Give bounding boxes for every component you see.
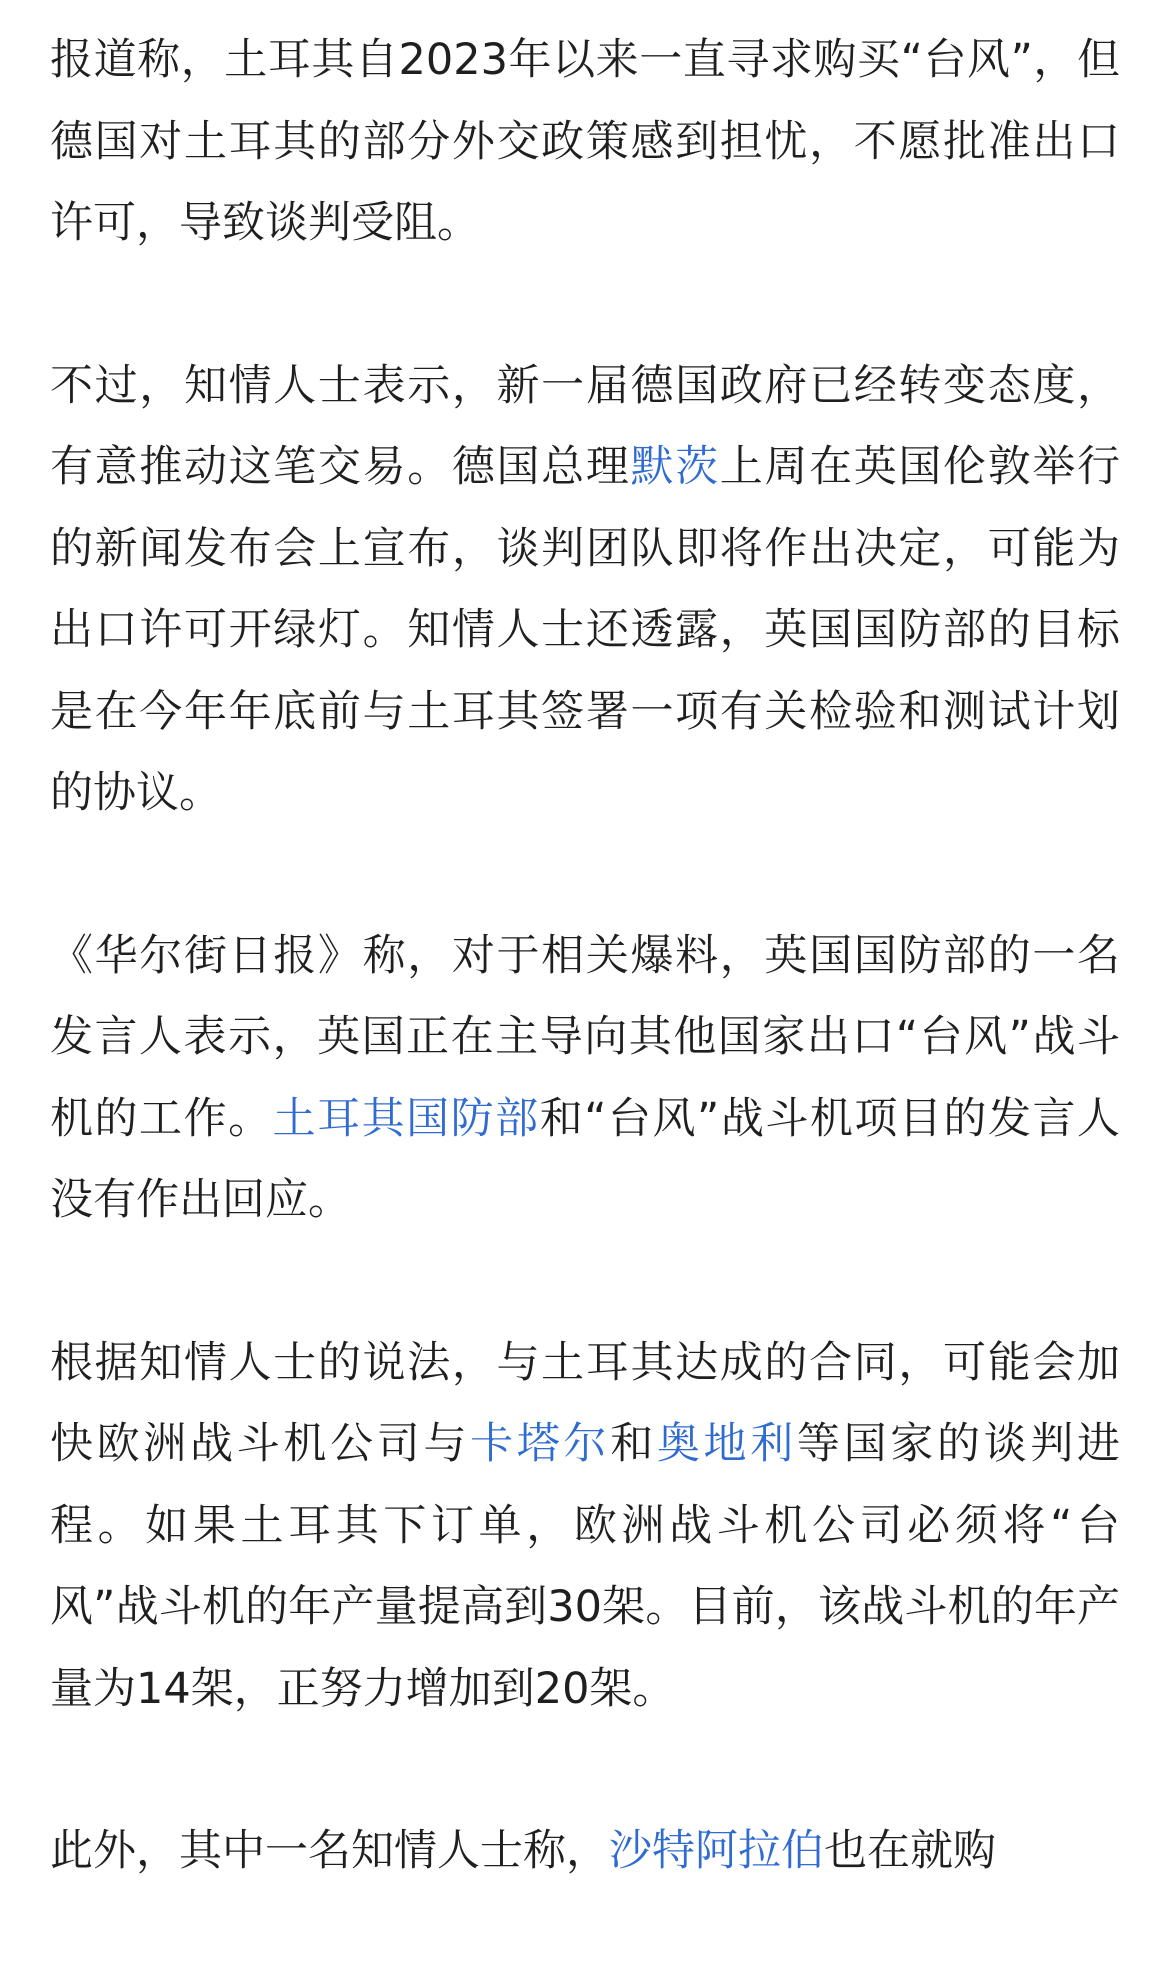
paragraph-text: 报道称，土耳其自2023年以来一直寻求购买“台风”，但德国对土耳其的部分外交政策感到担忧，不愿批准出口许可，导致谈判受阻。 bbox=[50, 35, 1120, 248]
paragraph-text: 也在就购 bbox=[824, 1826, 996, 1876]
inline-link[interactable]: 土耳其国防部 bbox=[272, 1093, 540, 1144]
inline-link[interactable]: 默茨 bbox=[630, 442, 720, 492]
paragraph-text: 《华尔街日报》称，对于相关爆料，英国国防部的一名发言人表示，英国正在主导向其他国家出口“台风”战斗机的工作。 bbox=[50, 930, 1120, 1144]
article-paragraph bbox=[50, 916, 1120, 1242]
paragraph-text: 此外，其中一名知情人士称， bbox=[50, 1826, 609, 1876]
inline-link[interactable]: 奥地利 bbox=[656, 1419, 797, 1469]
inline-link[interactable]: 沙特阿拉伯 bbox=[609, 1826, 824, 1876]
article-body bbox=[50, 20, 1120, 1974]
paragraph-text: 上周在英国伦敦举行的新闻发布会上宣布，谈判团队即将作出决定，可能为出口许可开绿灯。知情人士还透露，英国国防部的目标是在今年年底前与土耳其签署一项有关检验和测试计划的协议。 bbox=[50, 442, 1121, 818]
inline-link[interactable]: 卡塔尔 bbox=[470, 1419, 611, 1469]
article-paragraph bbox=[50, 20, 1120, 265]
paragraph-text: 和“台风”战斗机项目的发言人没有作出回应。 bbox=[50, 1093, 1120, 1225]
article-paragraph bbox=[50, 1811, 1120, 1893]
paragraph-text: 和 bbox=[610, 1419, 657, 1469]
paragraph-text: 等国家的谈判进程。如果土耳其下订单，欧洲战斗机公司必须将“台风”战斗机的年产量提高到30架。目前，该战斗机的年产量为14架，正努力增加到20架。 bbox=[50, 1419, 1121, 1714]
article-paragraph bbox=[50, 1323, 1120, 1731]
article-paragraph bbox=[50, 346, 1120, 835]
paragraph-text: 根据知情人士的说法，与土耳其达成的合同，可能会加快欧洲战斗机公司与 bbox=[50, 1337, 1120, 1469]
paragraph-text: 不过，知情人士表示，新一届德国政府已经转变态度，有意推动这笔交易。德国总理 bbox=[50, 360, 1120, 492]
